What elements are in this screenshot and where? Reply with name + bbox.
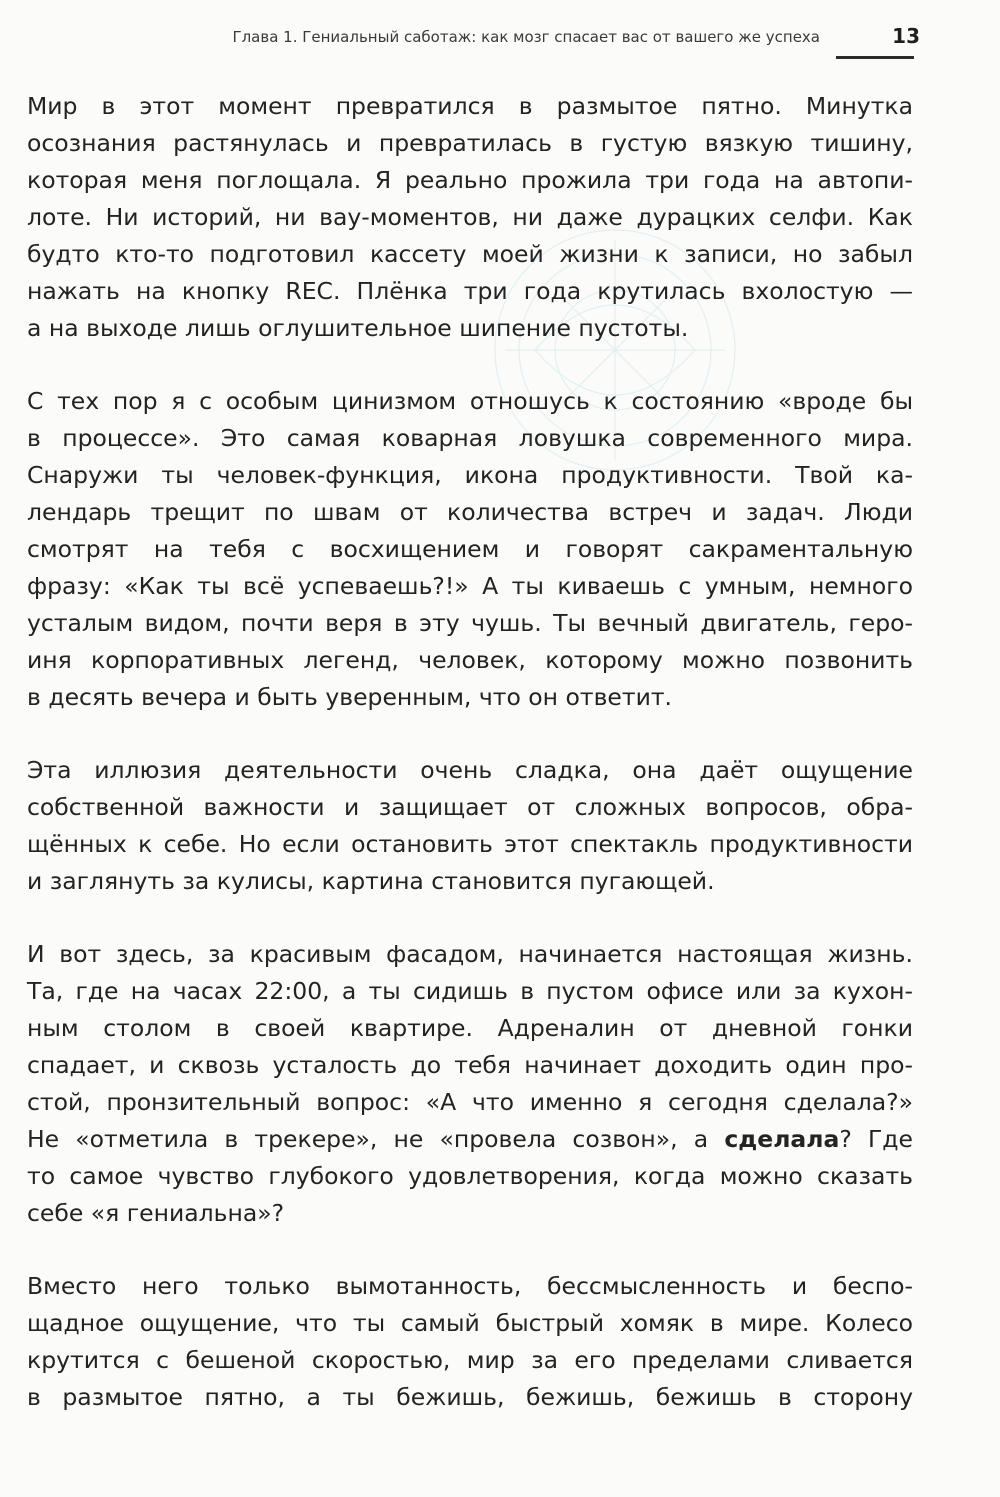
text-line: усталым видом, почти веря в эту чушь. Ты вечный двигатель, геро-: [27, 609, 913, 637]
text-line: С тех пор я с особым цинизмом отношусь к состоянию «вроде бы: [27, 387, 913, 415]
text-line: в десять вечера и быть уверенным, что он ответит.: [27, 683, 672, 711]
text-line: смотрят на тебя с восхищением и говорят сакраментальную: [27, 535, 913, 563]
emphasis-before: Не «отметила в трекере», не «провела созвон», а: [27, 1125, 725, 1153]
text-line: лоте. Ни историй, ни вау-моментов, ни даже дурацких селфи. Как: [27, 203, 913, 231]
paragraph-1: [27, 88, 913, 347]
text-line: иня корпоративных легенд, человек, которому можно позвонить: [27, 646, 913, 674]
text-line: спадает, и сквозь усталость до тебя начинает доходить один про-: [27, 1051, 913, 1079]
paragraph-5: [27, 1268, 913, 1416]
paragraph-4: [27, 936, 913, 1232]
text-line: стой, пронзительный вопрос: «А что именно я сегодня сделала?»: [27, 1088, 913, 1116]
text-line: Снаружи ты человек-функция, икона продуктивности. Твой ка-: [27, 461, 913, 489]
emphasis-bold-word: сделала: [724, 1125, 840, 1153]
page-number-rule: [836, 56, 914, 59]
page-number: 13: [892, 24, 920, 48]
text-line: себе «я гениальна»?: [27, 1199, 285, 1227]
text-line: Вместо него только вымотанность, бессмысленность и беспо-: [27, 1272, 913, 1300]
text-line: собственной важности и защищает от сложных вопросов, обра-: [27, 793, 913, 821]
text-line: крутится с бешеной скоростью, мир за его пределами сливается: [27, 1346, 913, 1374]
text-line: которая меня поглощала. Я реально прожила три года на автопи-: [27, 166, 913, 194]
text-line: Эта иллюзия деятельности очень сладка, она даёт ощущение: [27, 756, 913, 784]
text-line: щадное ощущение, что ты самый быстрый хомяк в мире. Колесо: [27, 1309, 913, 1337]
chapter-title: Глава 1. Гениальный саботаж: как мозг спасает вас от вашего же успеха: [232, 28, 820, 46]
emphasis-line: [27, 1121, 913, 1158]
text-line: Мир в этот момент превратился в размытое пятно. Минутка: [27, 92, 913, 120]
text-line: Та, где на часах 22:00, а ты сидишь в пустом офисе или за кухон-: [27, 977, 913, 1005]
text-line: И вот здесь, за красивым фасадом, начинается настоящая жизнь.: [27, 940, 913, 968]
text-line: нажать на кнопку REC. Плёнка три года крутилась вхолостую —: [27, 277, 913, 305]
text-line: в процессе». Это самая коварная ловушка современного мира.: [27, 424, 913, 452]
text-line: то самое чувство глубокого удовлетворения, когда можно сказать: [27, 1162, 913, 1190]
text-line: фразу: «Как ты всё успеваешь?!» А ты киваешь с умным, немного: [27, 572, 913, 600]
text-line: в размытое пятно, а ты бежишь, бежишь, бежишь в сторону: [27, 1383, 913, 1411]
text-line: щённых к себе. Но если остановить этот спектакль продуктивности: [27, 830, 913, 858]
emphasis-after: ? Где: [839, 1125, 914, 1153]
paragraph-3: [27, 752, 913, 900]
running-header: [0, 22, 1000, 72]
paragraph-2: [27, 383, 913, 716]
text-line: ным столом в своей квартире. Адреналин от дневной гонки: [27, 1014, 913, 1042]
text-line: и заглянуть за кулисы, картина становится пугающей.: [27, 867, 715, 895]
body-text: [27, 88, 913, 1452]
text-line: лендарь трещит по швам от количества встреч и задач. Люди: [27, 498, 913, 526]
text-line: осознания растянулась и превратилась в густую вязкую тишину,: [27, 129, 913, 157]
text-line: а на выходе лишь оглушительное шипение пустоты.: [27, 314, 689, 342]
text-line: будто кто-то подготовил кассету моей жизни к записи, но забыл: [27, 240, 913, 268]
